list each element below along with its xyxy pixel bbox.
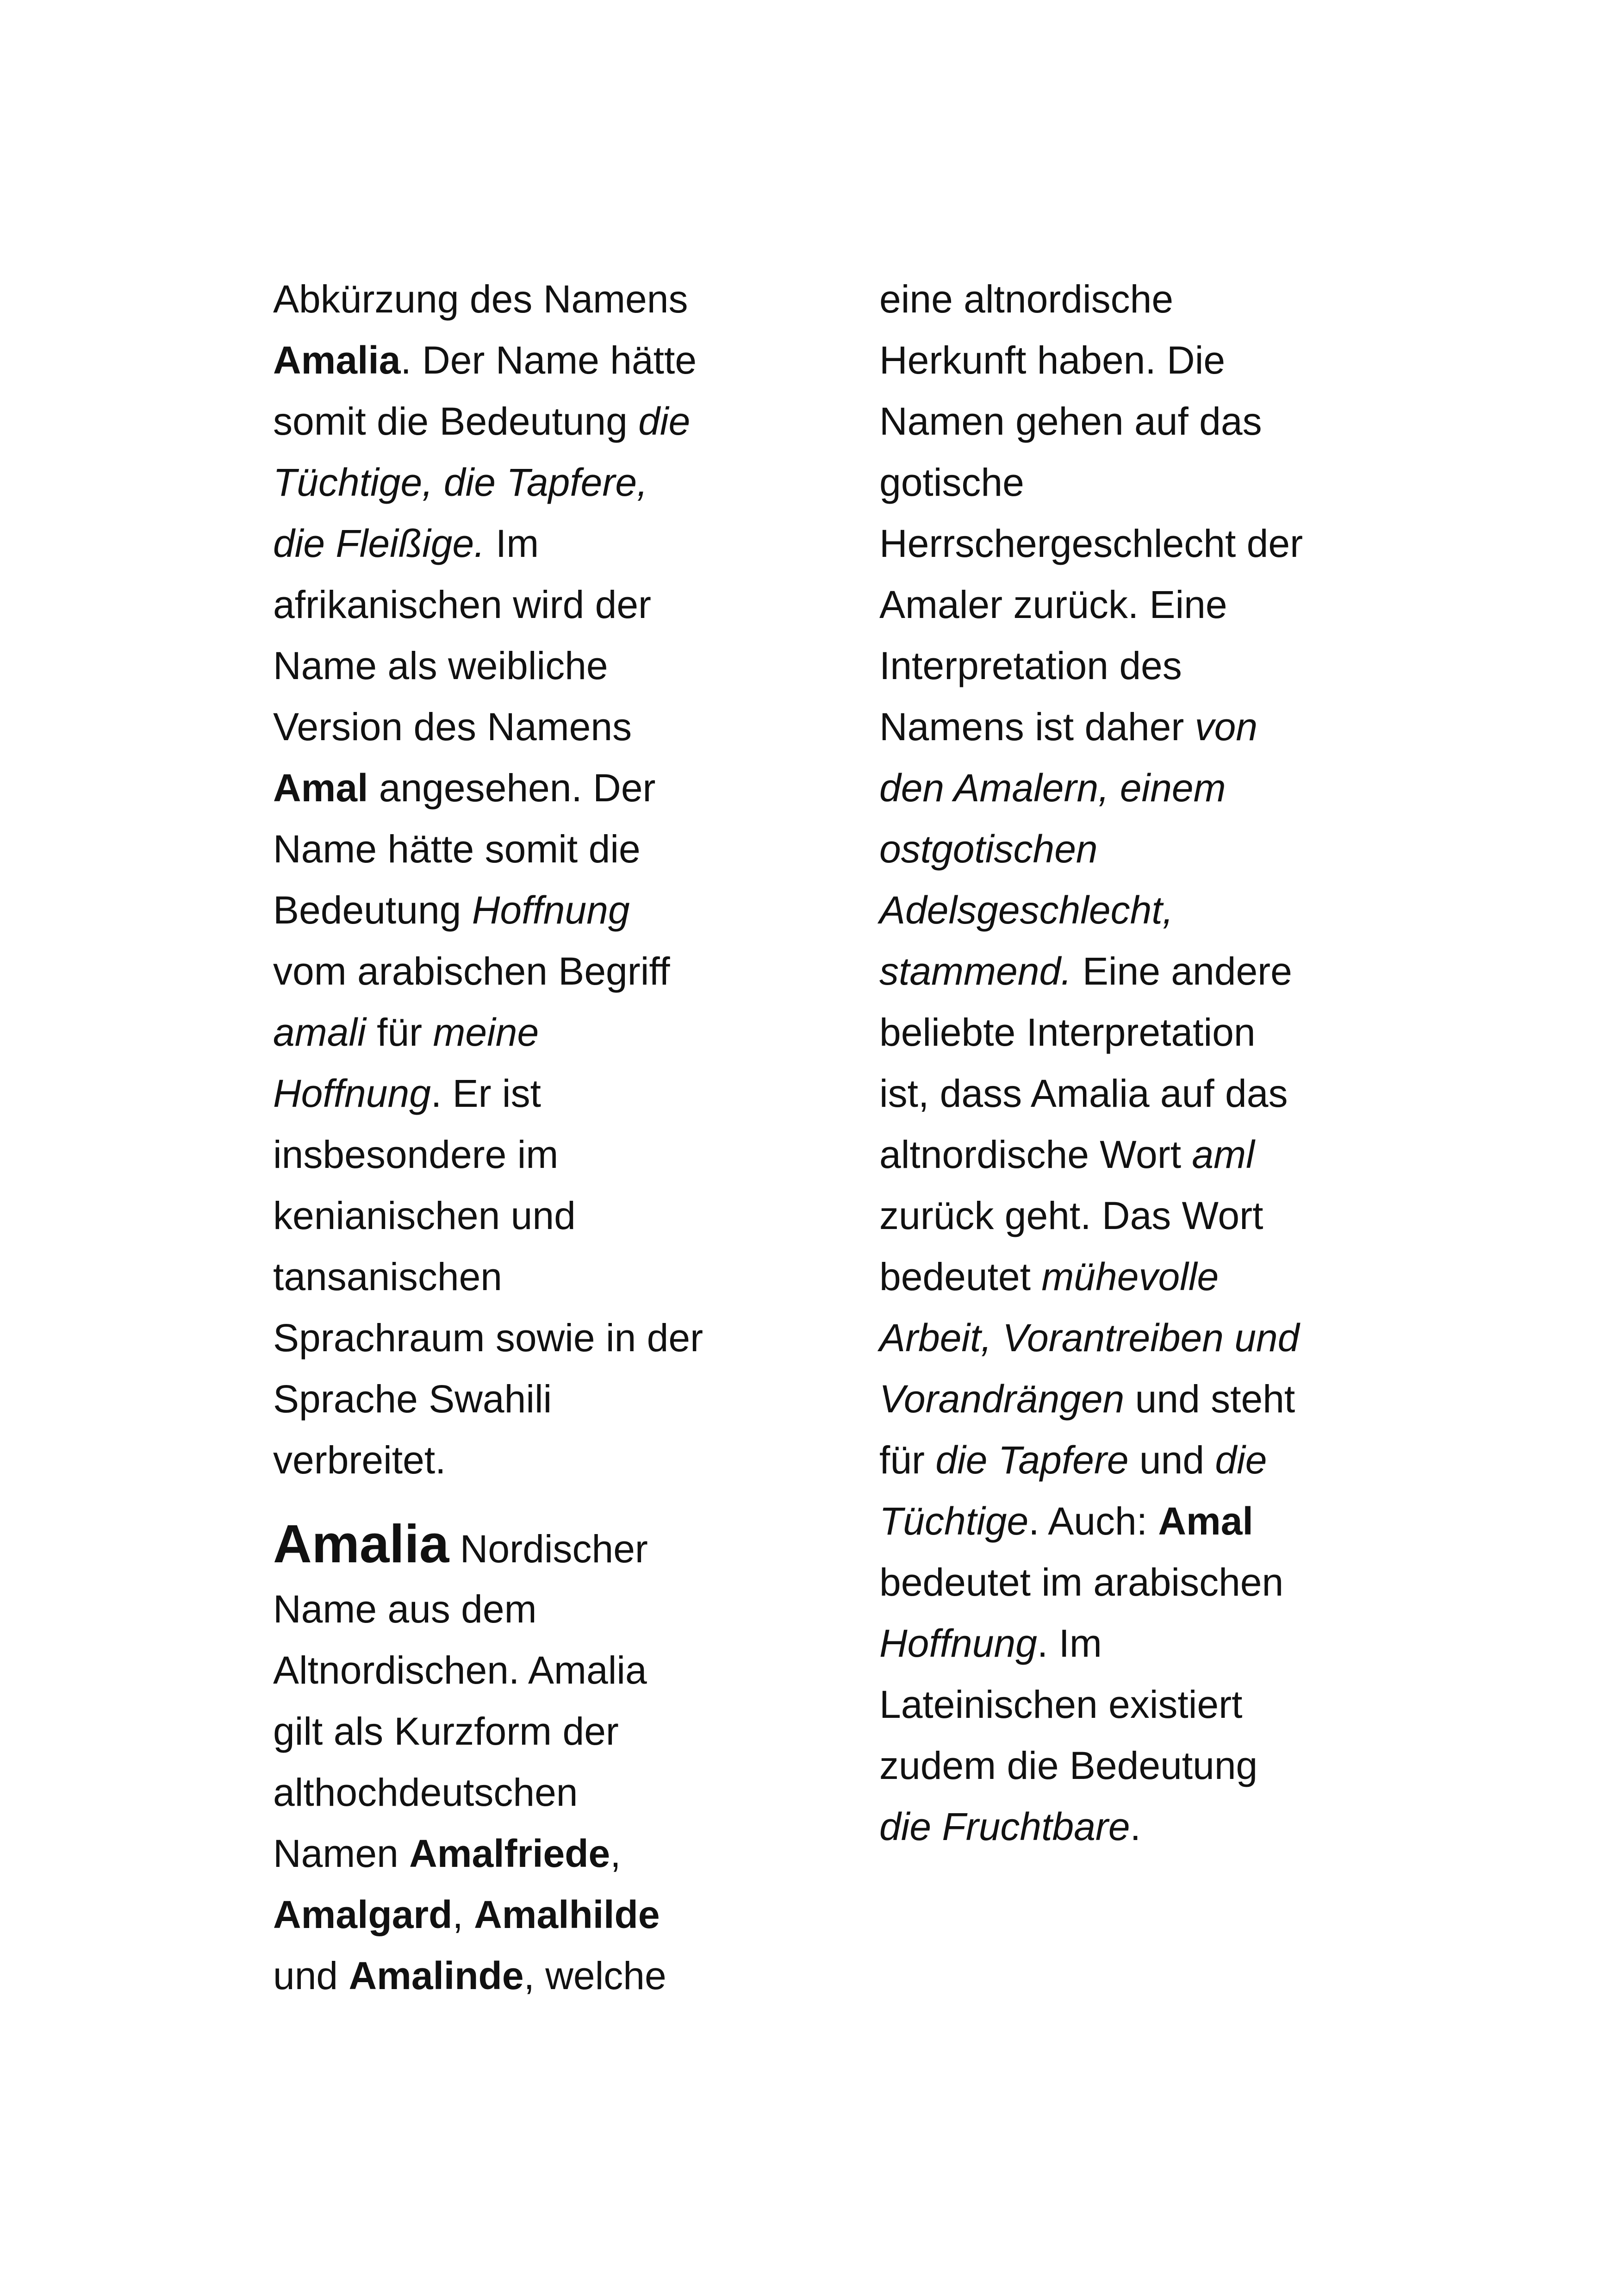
name-amalinde: Amalinde	[348, 1954, 524, 1997]
text-line: für die Tapfere und die	[879, 1438, 1267, 1482]
text-line: Hoffnung. Im	[879, 1622, 1102, 1665]
text-line: insbesondere im	[273, 1133, 559, 1176]
text-line: Name als weibliche	[273, 644, 608, 687]
text-line: Abkürzung des Namens	[273, 277, 688, 321]
paragraph-gap	[273, 1491, 778, 1509]
text-line: vom arabischen Begriff	[273, 949, 670, 993]
text-line: zudem die Bedeutung	[879, 1744, 1258, 1787]
text-line: Sprache Swahili	[273, 1377, 552, 1421]
paragraph-amalia-entry	[273, 1509, 778, 2006]
text-line: bedeutet im arabischen	[879, 1560, 1284, 1604]
name-amal: Amal	[273, 766, 368, 810]
text-line: somit die Bedeutung die	[273, 399, 691, 443]
text-line: ostgotischen	[879, 827, 1098, 871]
text-line: Sprachraum sowie in der	[273, 1316, 703, 1360]
text-line: Name hätte somit die	[273, 827, 641, 871]
text-line: altnordische Wort aml	[879, 1133, 1255, 1176]
entry-heading: Amalia	[273, 1514, 449, 1574]
text-line: Tüchtige, die Tapfere,	[273, 461, 648, 504]
text-line: zurück geht. Das Wort	[879, 1194, 1263, 1237]
text-line: kenianischen und	[273, 1194, 576, 1237]
text-line: stammend. Eine andere	[879, 949, 1292, 993]
text-line: althochdeutschen	[273, 1771, 578, 1814]
right-column	[879, 268, 1398, 1857]
text-line: den Amalern, einem	[879, 766, 1226, 810]
text-line: eine altnordische	[879, 277, 1174, 321]
text-line: Altnordischen. Amalia	[273, 1648, 647, 1692]
text-line: Arbeit, Vorantreiben und	[879, 1316, 1300, 1360]
name-amalgard: Amalgard	[273, 1893, 453, 1936]
text-line: Amalgard, Amalhilde	[273, 1893, 660, 1936]
text-line: afrikanischen wird der	[273, 583, 652, 626]
text-line: die Fleißige. Im	[273, 522, 539, 565]
text-line: Amaler zurück. Eine	[879, 583, 1227, 626]
text-line: Herkunft haben. Die	[879, 338, 1226, 382]
name-amalia: Amalia	[273, 338, 401, 382]
entry-heading-line: Amalia Nordischer	[273, 1514, 648, 1574]
text-line: Lateinischen existiert	[879, 1683, 1243, 1726]
text-line: gotische	[879, 461, 1024, 504]
text-line: ist, dass Amalia auf das	[879, 1072, 1288, 1115]
text-line: Namen Amalfriede,	[273, 1832, 621, 1875]
text-line: Namen gehen auf das	[879, 399, 1262, 443]
text-line: Hoffnung. Er ist	[273, 1072, 541, 1115]
text-line: Herrschergeschlecht der	[879, 522, 1303, 565]
name-amalfriede: Amalfriede	[409, 1832, 610, 1875]
text-line: die Fruchtbare.	[879, 1805, 1141, 1848]
text-line: tansanischen	[273, 1255, 503, 1298]
text-line: gilt als Kurzform der	[273, 1710, 619, 1753]
text-line: verbreitet.	[273, 1438, 446, 1482]
text-line: Tüchtige. Auch: Amal	[879, 1499, 1253, 1543]
left-column	[273, 268, 778, 2006]
paragraph-continuation	[879, 268, 1398, 1857]
text-line: Adelsgeschlecht,	[879, 888, 1174, 932]
text-line: Interpretation des	[879, 644, 1182, 687]
paragraph-abbreviation	[273, 268, 778, 1491]
text-line: amali für meine	[273, 1011, 539, 1054]
text-line: bedeutet mühevolle	[879, 1255, 1219, 1298]
text-line: Bedeutung Hoffnung	[273, 888, 630, 932]
text-line: Version des Namens	[273, 705, 632, 749]
text-line: Namens ist daher von	[879, 705, 1258, 749]
text-line: Amal angesehen. Der	[273, 766, 656, 810]
name-amal: Amal	[1158, 1499, 1253, 1543]
name-amalhilde: Amalhilde	[474, 1893, 660, 1936]
text-line: Amalia. Der Name hätte	[273, 338, 697, 382]
text-line: Vorandrängen und steht	[879, 1377, 1295, 1421]
text-line: beliebte Interpretation	[879, 1011, 1256, 1054]
text-line: und Amalinde, welche	[273, 1954, 666, 1997]
text-line: Name aus dem	[273, 1587, 537, 1631]
